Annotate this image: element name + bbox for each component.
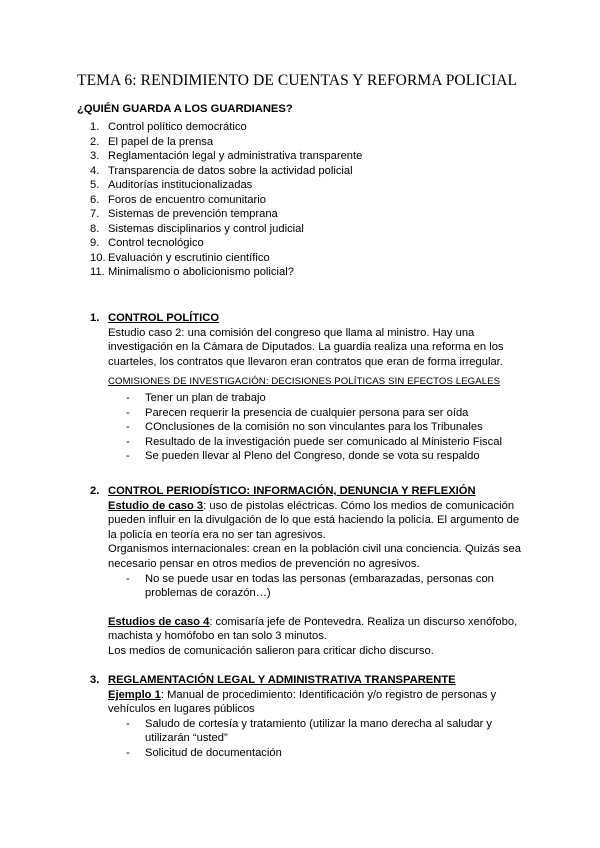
paragraph: Ejemplo 1: Manual de procedimiento: Identificación y/o registro de personas y vehículos en lugares públicos bbox=[108, 688, 497, 716]
list-item: 11. Minimalismo o abolicionismo policial? bbox=[90, 266, 294, 278]
intro-heading: ¿QUIÉN GUARDA A LOS GUARDIANES? bbox=[77, 103, 293, 115]
list-item: 4. Transparencia de datos sobre la actividad policial bbox=[90, 164, 353, 177]
list-item: - No se puede usar en todas las personas (embarazadas, personas con problemas de corazón…) bbox=[126, 572, 494, 600]
list-item: - Tener un plan de trabajo bbox=[126, 391, 266, 404]
paragraph: Estudio caso 2: una comisión del congreso que llama al ministro. Hay una investigación en la Cámara de Diputados. La guardia realiza una reforma en los cuarteles, los contratos que llevaron eran contratos que eran de forma irregular. bbox=[108, 326, 504, 368]
list-item: 6. Foros de encuentro comunitario bbox=[90, 193, 266, 206]
section-heading: 2. CONTROL PERIODÍSTICO: INFORMACIÓN, DENUNCIA Y REFLEXIÓN bbox=[90, 485, 476, 497]
list-item: 7. Sistemas de prevención temprana bbox=[90, 208, 278, 220]
paragraph: Los medios de comunicación salieron para criticar dicho discurso. bbox=[108, 644, 434, 657]
section-reglamentacion bbox=[90, 673, 530, 761]
list-item: 10. Evaluación y escrutinio científico bbox=[90, 251, 270, 264]
paragraph: Organismos internacionales: crean en la población civil una conciencia. Quizás sea necesario pensar en otros medios de prevención no agresivos. bbox=[108, 543, 521, 570]
subheading: COMISIONES DE INVESTIGACIÓN: DECISIONES POLÍTICAS SIN EFECTOS LEGALES bbox=[108, 376, 501, 388]
bullet-list bbox=[108, 572, 530, 601]
outline-list bbox=[90, 120, 362, 280]
list-item: - COnclusiones de la comisión no son vinculantes para los Tribunales bbox=[126, 421, 483, 434]
document-title: TEMA 6: RENDIMIENTO DE CUENTAS Y REFORMA POLICIAL bbox=[77, 72, 518, 89]
section-control-politico bbox=[90, 311, 530, 464]
paragraph: Estudio de caso 3: uso de pistolas eléctricas. Cómo los medios de comunicación pueden influir en la divulgación de lo que está haciendo la policía. El argumento de la policía en teoría era no ser tan agresivos. bbox=[108, 499, 520, 541]
list-item: 8. Sistemas disciplinarios y control judicial bbox=[90, 222, 304, 235]
list-item: - Solicitud de documentación bbox=[126, 746, 282, 759]
section-heading: 1. CONTROL POLÍTICO bbox=[90, 312, 220, 324]
list-item: - Saludo de cortesía y tratamiento (utilizar la mano derecha al saludar y utilizarán “usted” bbox=[126, 717, 492, 745]
list-item: 5. Auditorías institucionalizadas bbox=[90, 179, 253, 191]
section-heading: 3. REGLAMENTACIÓN LEGAL Y ADMINISTRATIVA TRANSPARENTE bbox=[90, 674, 456, 686]
section-control-periodistico bbox=[90, 484, 530, 659]
bullet-list bbox=[108, 717, 530, 761]
list-item: 1. Control político democrático bbox=[90, 121, 247, 133]
paragraph: Estudios de caso 4: comisaría jefe de Pontevedra. Realiza un discurso xenófobo, machista y homófobo en tan solo 3 minutos. bbox=[108, 615, 518, 643]
list-item: - Resultado de la investigación puede ser comunicado al Ministerio Fiscal bbox=[126, 435, 502, 448]
list-item: - Parecen requerir la presencia de cualquier persona para ser oída bbox=[126, 406, 469, 419]
list-item: - Se pueden llevar al Pleno del Congreso, donde se vota su respaldo bbox=[126, 450, 480, 463]
bullet-list bbox=[108, 391, 530, 464]
list-item: 3. Reglamentación legal y administrativa transparente bbox=[90, 150, 363, 162]
list-item: 9. Control tecnológico bbox=[90, 237, 204, 249]
list-item: 2. El papel de la prensa bbox=[90, 135, 214, 148]
